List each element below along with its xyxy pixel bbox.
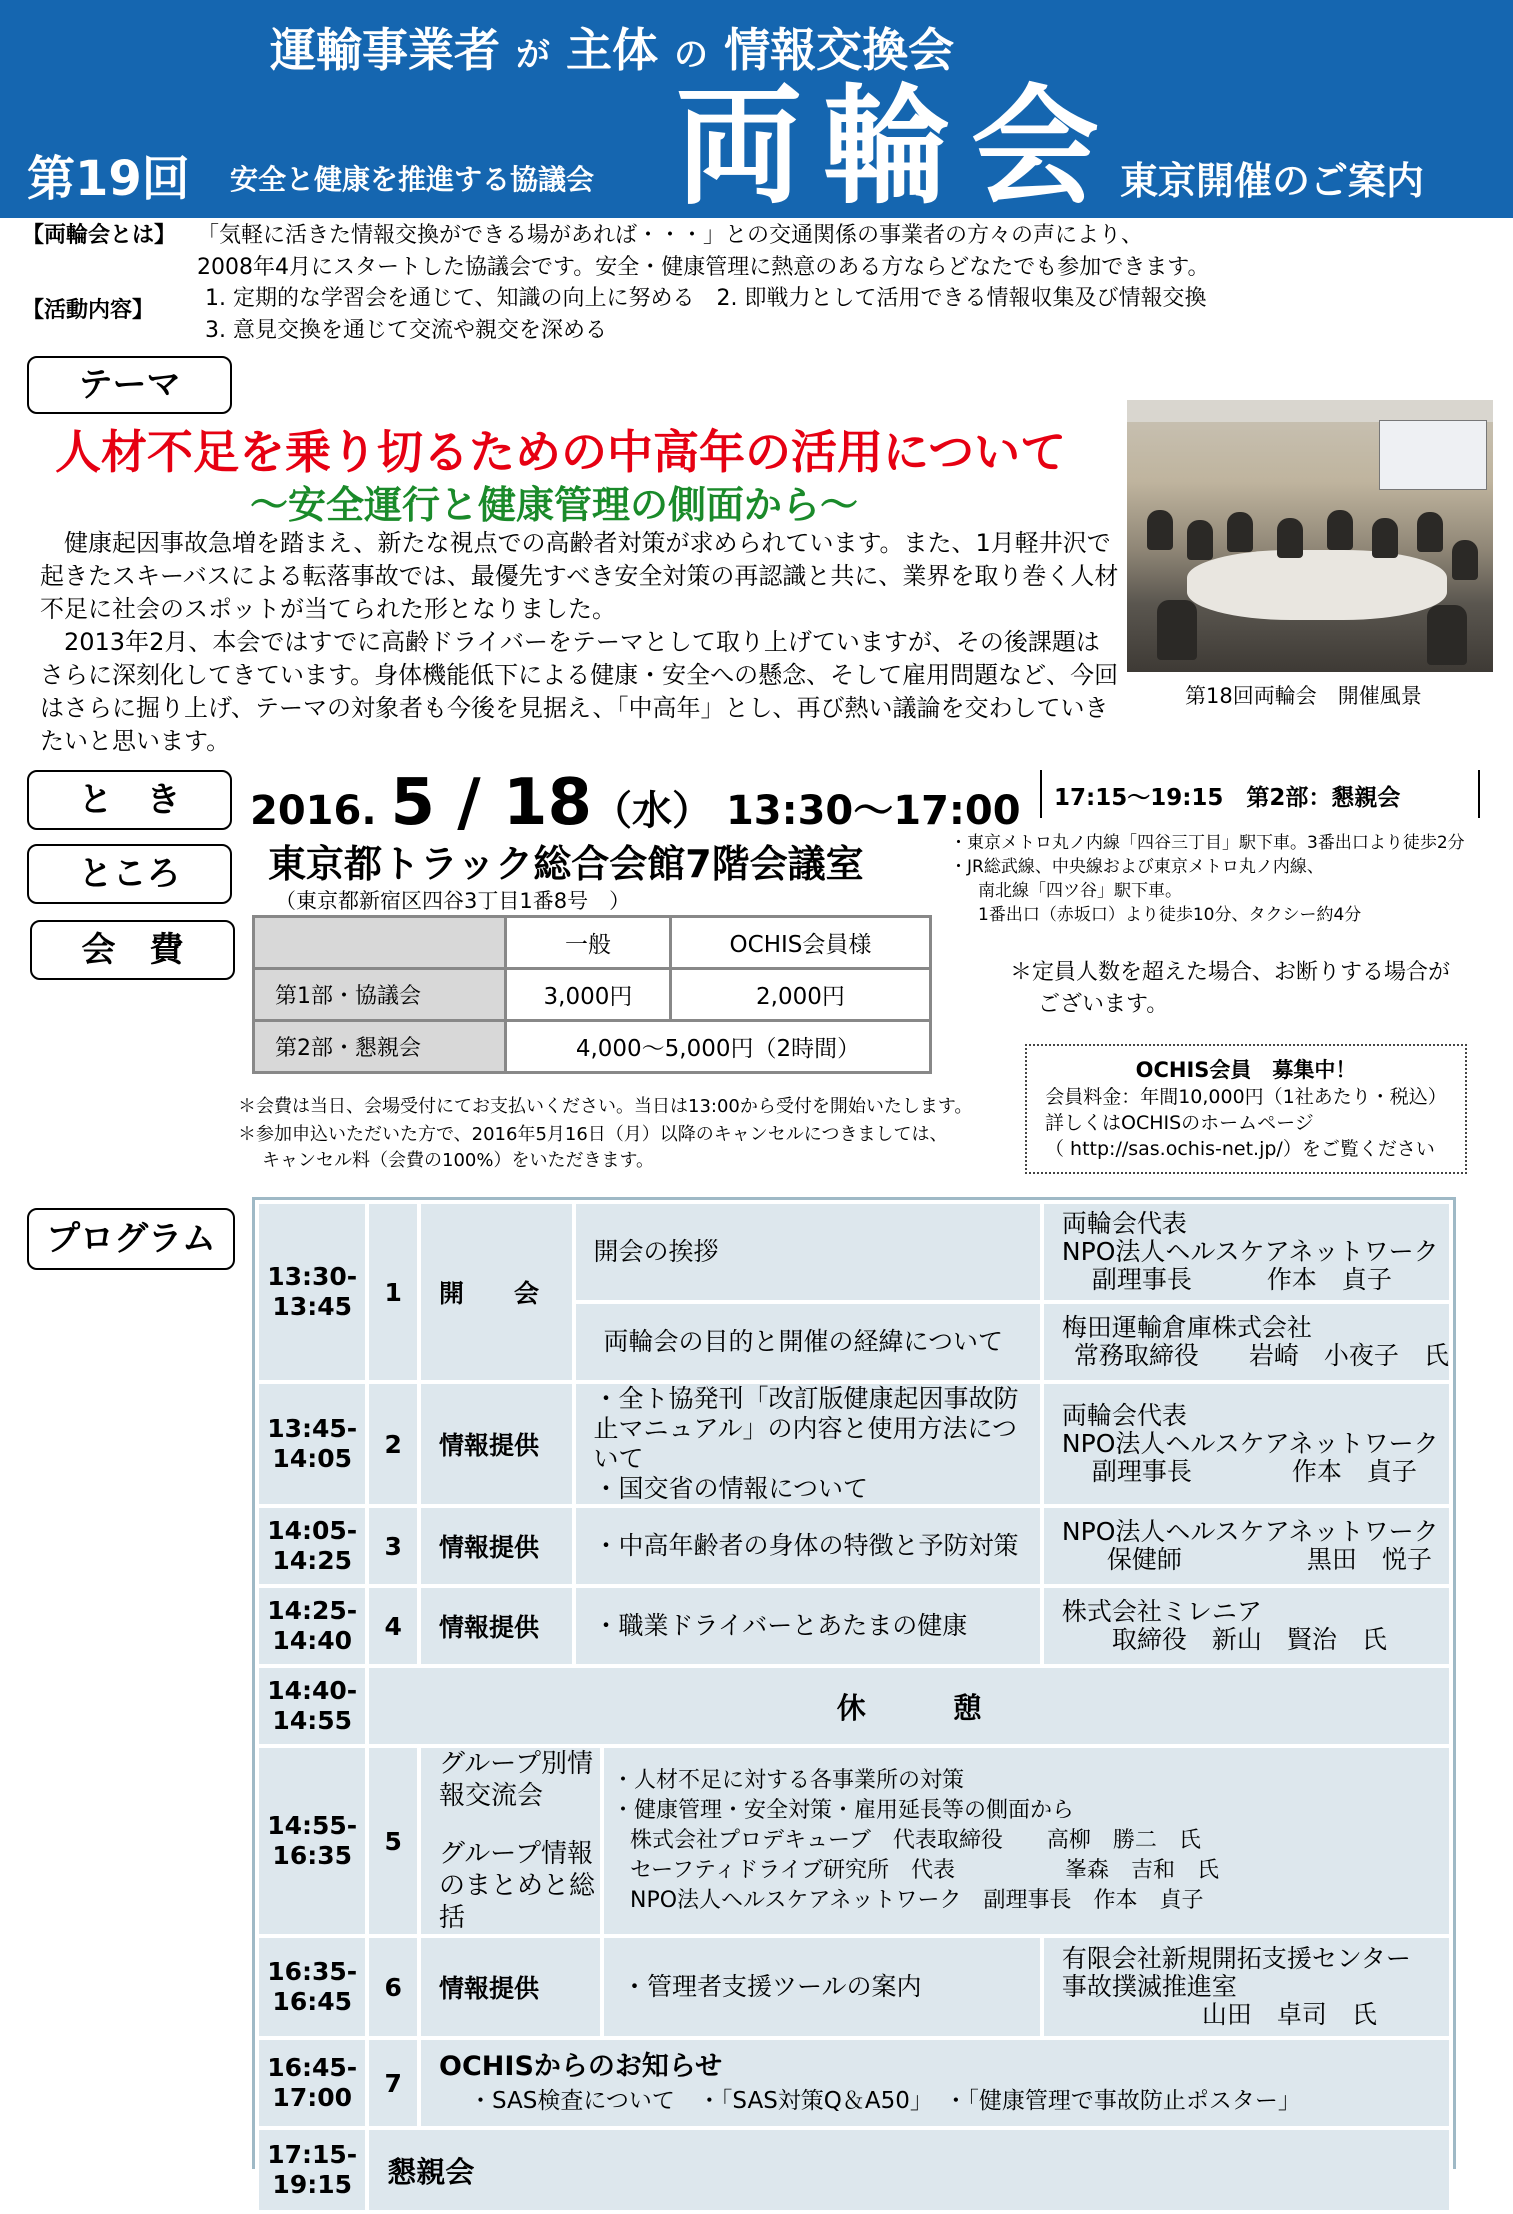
fee-row2-value: 4,000～5,000円（2時間） [506, 1021, 931, 1073]
tagline-part: の [674, 35, 709, 75]
fee-row1-general: 3,000円 [506, 969, 671, 1021]
when-tag: と き [27, 770, 232, 830]
tagline-part: 情報交換会 [724, 23, 955, 77]
meeting-photo [1127, 400, 1493, 672]
fee-table [252, 915, 932, 1074]
row4-category: 情報提供 [419, 1586, 573, 1666]
row1-category: 開 会 [419, 1202, 573, 1382]
fee-note-2b: キャンセル料（会費の100%）をいただきます。 [262, 1150, 655, 1171]
speaker-line: 有限会社新規開拓支援センター [1061, 1944, 1411, 1973]
row7-title: OCHISからのお知らせ [439, 2051, 723, 2082]
row2-time: 13:45- 14:05 [257, 1382, 367, 1506]
row2-number: 2 [367, 1382, 419, 1506]
speaker-line: 副理事長 作本 貞子 [1091, 1265, 1392, 1294]
party-time-box: 17:15～19:15 第2部：懇親会 [1040, 770, 1480, 818]
speaker-line: 事故撲滅推進室 [1061, 1972, 1237, 2001]
program-tag: プログラム [27, 1208, 235, 1270]
speaker-line: 副理事長 作本 貞子 [1091, 1457, 1417, 1486]
ochis-details: 詳しくはOCHISのホームページ [1045, 1112, 1314, 1134]
access-line2: ・JR総武線、中央線および東京メトロ丸ノ内線、 [950, 857, 1324, 877]
activity-text-line2: 3. 意見交換を通じて交流や親交を深める [205, 318, 607, 343]
fee-tag: 会 費 [30, 920, 235, 980]
program-table [255, 1200, 1453, 2214]
row8-label: 懇親会 [367, 2128, 1451, 2212]
row4-time: 14:25- 14:40 [257, 1586, 367, 1666]
row1a-speaker [1042, 1202, 1451, 1302]
row4-speaker [1042, 1586, 1451, 1666]
row6-category: 情報提供 [419, 1936, 602, 2038]
row4-content: ・職業ドライバーとあたまの健康 [574, 1586, 1042, 1666]
speaker-line: NPO法人ヘルスケアネットワーク 副理事長 作本 貞子 [630, 1888, 1204, 1913]
tagline-part: 主体 [566, 23, 659, 77]
edition-label: 第19回 [27, 151, 190, 207]
speaker-line: 両輪会代表 [1061, 1209, 1187, 1238]
row4-number: 4 [367, 1586, 419, 1666]
row3-speaker [1042, 1506, 1451, 1586]
row2-speaker [1042, 1382, 1451, 1506]
access-line3: 南北線「四ツ谷」駅下車。 [978, 881, 1182, 901]
row6-time: 16:35- 16:45 [257, 1936, 367, 2038]
row7-number: 7 [367, 2038, 419, 2128]
speaker-line: 株式会社プロデキューブ 代表取締役 高柳 勝二 氏 [630, 1828, 1201, 1853]
fee-col-general: 一般 [506, 917, 671, 969]
ochis-price: 会員料金：年間10,000円（1社あたり・税込） [1045, 1086, 1447, 1108]
projector-screen [1379, 420, 1487, 490]
activity-text-line1: 1. 定期的な学習会を通じて、知識の向上に努める 2. 即戦力として活用できる情報収集及び情報交換 [205, 286, 1207, 311]
row6-speaker [1042, 1936, 1451, 2038]
about-label: 【両輪会とは】 [22, 223, 177, 248]
speaker-line: 取締役 新山 賢治 氏 [1111, 1625, 1387, 1654]
row3-number: 3 [367, 1506, 419, 1586]
row7-content [419, 2038, 1451, 2128]
content-line: ・健康管理・安全対策・雇用延長等の側面から [612, 1798, 1075, 1823]
fee-row1-label: 第1部・協議会 [254, 969, 506, 1021]
ochis-membership-box [1025, 1044, 1467, 1174]
speaker-line: NPO法人ヘルスケアネットワーク [1061, 1237, 1439, 1266]
speaker-line: 梅田運輸倉庫株式会社 [1061, 1313, 1312, 1342]
break-label: 休 憩 [367, 1666, 1451, 1746]
date-year: 2016. [250, 788, 377, 834]
header-tagline [270, 14, 954, 80]
access-line1: ・東京メトロ丸ノ内線「四谷三丁目」駅下車。3番出口より徒歩2分 [950, 833, 1465, 853]
content-line: ・人材不足に対する各事業所の対策 [612, 1768, 965, 1793]
fee-row2-label: 第2部・懇親会 [254, 1021, 506, 1073]
theme-paragraph-2: 2013年2月、本会ではすでに高齢ドライバーをテーマとして取り上げていますが、その後課題はさらに深刻化してきています。身体機能低下による健康・安全への懸念、そして雇用問題など、今回はさらに掘り上げ、テーマの対象者も今後を見据え、「中高年」とし、再び熱い議論を交わしていきたいと思います。 [40, 628, 1119, 755]
speaker-line: 常務取締役 岩崎 小夜子 氏 [1073, 1341, 1449, 1370]
fee-col-member: OCHIS会員様 [670, 917, 930, 969]
date-day: 5 / 18 [390, 766, 592, 840]
speaker-line: 保健師 黒田 悦子 [1106, 1545, 1432, 1574]
row5-content [602, 1746, 1451, 1936]
row2-content [574, 1382, 1042, 1506]
row7-time: 16:45- 17:00 [257, 2038, 367, 2128]
row8-time: 17:15- 19:15 [257, 2128, 367, 2212]
fee-note-2a: ＊参加申込いただいた方で、2016年5月16日（月）以降のキャンセルにつきましては、 [238, 1124, 948, 1145]
capacity-note-1: ＊定員人数を超えた場合、お断りする場合が [1010, 960, 1451, 985]
venue-name: 東京都トラック総合会館7階会議室 [268, 842, 864, 886]
row1b-speaker [1042, 1302, 1451, 1382]
break-time: 14:40- 14:55 [257, 1666, 367, 1746]
row5-category [419, 1746, 602, 1936]
fee-row1-member: 2,000円 [670, 969, 930, 1021]
date-time: 13:30～17:00 [725, 788, 1021, 834]
row5-time: 14:55- 16:35 [257, 1746, 367, 1936]
row1a-content: 開会の挨拶 [574, 1202, 1042, 1302]
row3-content: ・中高年齢者の身体の特徴と予防対策 [574, 1506, 1042, 1586]
activity-label: 【活動内容】 [22, 298, 155, 323]
row2-category: 情報提供 [419, 1382, 573, 1506]
capacity-note-2: ございます。 [1038, 992, 1169, 1017]
event-name: 両輪会 [675, 73, 1120, 222]
header-banner [0, 0, 1513, 222]
about-text-line2: 2008年4月にスタートした協議会です。安全・健康管理に熱意のある方ならどなたでも参加できます。 [197, 255, 1210, 280]
fee-note-1: ＊会費は当日、会場受付にてお支払いください。当日は13:00から受付を開始いたします。 [238, 1096, 973, 1117]
council-subtitle: 安全と健康を推進する協議会 [230, 163, 595, 196]
theme-description [40, 527, 1120, 758]
ochis-url[interactable]: （ http://sas.ochis-net.jp/）をご覧ください [1045, 1138, 1435, 1160]
fee-corner [254, 917, 506, 969]
tokyo-guide-label: 東京開催のご案内 [1120, 159, 1425, 203]
row6-number: 6 [367, 1936, 419, 2038]
access-line4: 1番出口（赤坂口）より徒歩10分、タクシー約4分 [978, 905, 1362, 925]
ochis-title: OCHIS会員 募集中！ [1135, 1058, 1357, 1082]
speaker-line: セーフティドライブ研究所 代表 峯森 吉和 氏 [630, 1858, 1219, 1883]
speaker-line: 山田 卓司 氏 [1201, 2000, 1377, 2029]
about-text-line1: 「気軽に活きた情報交換ができる場があれば・・・」との交通関係の事業者の方々の声により、 [197, 223, 1144, 248]
row6-content: ・管理者支援ツールの案内 [602, 1936, 1042, 2038]
speaker-line: NPO法人ヘルスケアネットワーク [1061, 1429, 1439, 1458]
event-date [250, 766, 1021, 840]
venue-address: （東京都新宿区四谷3丁目1番8号 ） [275, 889, 631, 913]
category-line: グループ情報のまとめと総括 [439, 1839, 596, 1933]
speaker-line: 株式会社ミレニア [1061, 1597, 1262, 1626]
theme-paragraph-1: 健康起因事故急増を踏まえ、新たな視点での高齢者対策が求められています。また、1月軽井沢で起きたスキーバスによる転落事故では、最優先すべき安全対策の再認識と共に、業界を取り巻く人材不足に社会のスポットが当てられた形となりました。 [40, 529, 1119, 623]
row3-time: 14:05- 14:25 [257, 1506, 367, 1586]
row3-category: 情報提供 [419, 1506, 573, 1586]
tagline-part: が [516, 35, 551, 75]
row1b-content: 両輪会の目的と開催の経緯について [574, 1302, 1042, 1382]
date-weekday: （水） [592, 788, 712, 834]
photo-caption: 第18回両輪会 開催風景 [1185, 684, 1422, 708]
row7-items: ・SAS検査について ・「SAS対策Q＆A50」 ・「健康管理で事故防止ポスター」 [469, 2088, 1301, 2114]
row5-number: 5 [367, 1746, 419, 1936]
theme-title: 人材不足を乗り切るための中高年の活用について [55, 425, 1067, 479]
row1-time: 13:30- 13:45 [257, 1202, 367, 1382]
where-tag: ところ [27, 844, 232, 904]
speaker-line: NPO法人ヘルスケアネットワーク [1061, 1517, 1439, 1546]
content-line: ・全ト協発刊「改訂版健康起因事故防止マニュアル」の内容と使用方法について [593, 1384, 1019, 1473]
speaker-line: 両輪会代表 [1061, 1401, 1187, 1430]
category-line: グループ別情報交流会 [439, 1749, 593, 1811]
theme-tag: テーマ [27, 356, 232, 414]
content-line: ・国交省の情報について [593, 1474, 869, 1503]
tagline-part: 運輸事業者 [270, 23, 500, 77]
theme-subtitle: ～安全運行と健康管理の側面から～ [250, 483, 859, 527]
row1-number: 1 [367, 1202, 419, 1382]
